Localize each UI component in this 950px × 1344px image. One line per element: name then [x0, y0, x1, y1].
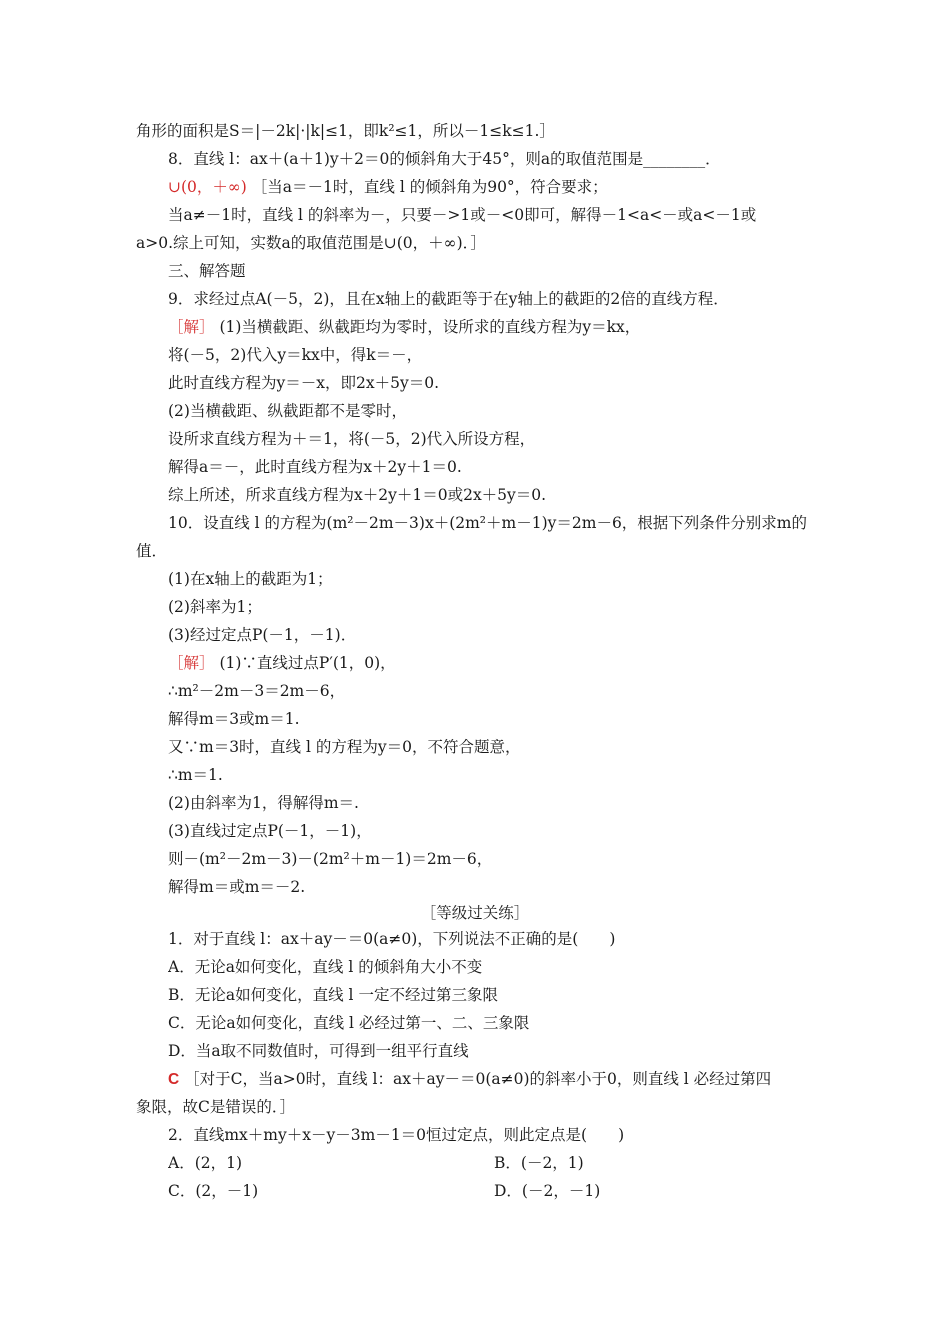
text-line: (2)当横截距、纵截距都不是零时，: [168, 402, 407, 420]
text-line: 又∵m＝3时，直线 l 的方程为y＝0，不符合题意，: [168, 738, 521, 756]
option-d: D．(－2，－1): [494, 1182, 601, 1200]
option-c: C．无论a如何变化，直线 l 必经过第一、二、三象限: [168, 1014, 530, 1032]
text-line: ∴m²－2m－3＝2m－6，: [168, 682, 346, 700]
section-heading: 三、解答题: [168, 262, 246, 280]
text-line: 解得a＝－，此时直线方程为x＋2y＋1＝0.: [168, 458, 462, 476]
answer-1: C ［对于C，当a>0时，直线 l：ax＋ay－＝0(a≠0)的斜率小于0，则直线 l 必经过第四: [168, 1070, 772, 1088]
text-line: (3)直线过定点P(－1，－1)，: [168, 822, 372, 840]
text-line: 解得m＝3或m＝1.: [168, 710, 300, 728]
option-a: A．无论a如何变化，直线 l 的倾斜角大小不变: [168, 958, 483, 976]
text-line: ∴m＝1.: [168, 766, 223, 784]
option-b: B．无论a如何变化，直线 l 一定不经过第三象限: [168, 986, 498, 1004]
text-line: 当a≠－1时，直线 l 的斜率为－，只要－>1或－<0即可，解得－1<a<－或a<－1或: [168, 206, 757, 224]
option-d: D．当a取不同数值时，可得到一组平行直线: [168, 1042, 469, 1060]
question-8: 8．直线 l：ax＋(a＋1)y＋2＝0的倾斜角大于45°，则a的取值范围是________．: [168, 150, 721, 168]
solution-9: ［解］ (1)当横截距、纵截距均为零时，设所求的直线方程为y＝kx，: [168, 318, 641, 336]
text-line: 解得m＝或m＝－2.: [168, 878, 306, 896]
section-heading: ［等级过关练］: [420, 904, 530, 922]
text-line: 此时直线方程为y＝－x，即2x＋5y＝0.: [168, 374, 440, 392]
text-line: 值．: [136, 542, 168, 560]
option-b: B．(－2，1): [494, 1154, 584, 1172]
options-row: [168, 1149, 826, 1177]
text-line: (2)由斜率为1，得解得m＝.: [168, 794, 359, 812]
solution-10: ［解］ (1)∵直线过点P′(1，0)，: [168, 654, 396, 672]
text-line: 角形的面积是S＝|－2k|·|k|≤1，即k²≤1，所以－1≤k≤1.］: [136, 122, 555, 140]
text-line: 设所求直线方程为＋＝1，将(－5，2)代入所设方程，: [168, 430, 536, 448]
solution-mark: ［解］: [168, 654, 215, 672]
answer-8: ∪(0，＋∞) ［当a＝－1时，直线 l 的倾斜角为90°，符合要求；: [168, 178, 608, 196]
question-1: 1．对于直线 l：ax＋ay－＝0(a≠0)，下列说法不正确的是( ): [168, 930, 616, 948]
option-a: A．(2，1): [168, 1154, 243, 1172]
question-2: 2．直线mx＋my＋x－y－3m－1＝0恒过定点，则此定点是( ): [168, 1126, 625, 1144]
question-9: 9．求经过点A(－5，2)，且在x轴上的截距等于在y轴上的截距的2倍的直线方程．: [168, 290, 729, 308]
text-line: 则－(m²－2m－3)－(2m²＋m－1)＝2m－6，: [168, 850, 493, 868]
text-line: (1)在x轴上的截距为1；: [168, 570, 333, 588]
text-line: (3)经过定点P(－1，－1)．: [168, 626, 357, 644]
option-c: C．(2，－1): [168, 1182, 259, 1200]
text-line: 象限，故C是错误的．］: [136, 1098, 296, 1116]
text-line: a>0.综上可知，实数a的取值范围是∪(0，＋∞)．］: [136, 234, 486, 252]
options-row: [168, 1177, 826, 1205]
answer-mark: C: [168, 1071, 180, 1088]
text-line: 综上所述，所求直线方程为x＋2y＋1＝0或2x＋5y＝0.: [168, 486, 547, 504]
solution-mark: ［解］: [168, 318, 215, 336]
text-line: (2)斜率为1；: [168, 598, 262, 616]
text-line: 将(－5，2)代入y＝kx中，得k＝－，: [168, 346, 423, 364]
answer-mark: ∪(0，＋∞): [168, 178, 247, 196]
question-10: 10．设直线 l 的方程为(m²－2m－3)x＋(2m²＋m－1)y＝2m－6，根据下列条件分别求m的: [168, 514, 808, 532]
